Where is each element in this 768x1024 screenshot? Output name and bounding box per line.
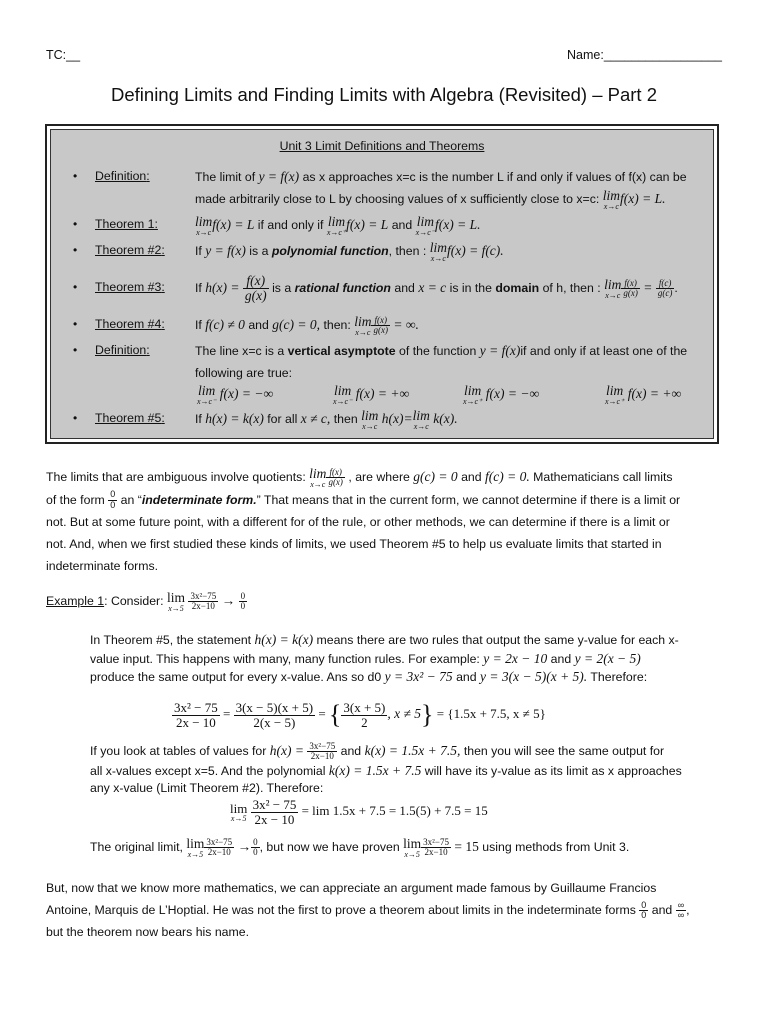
bullet: • — [73, 280, 78, 294]
bullet: • — [73, 411, 78, 425]
row-label: Theorem #2: — [95, 243, 165, 257]
example-label: Example 1 — [46, 594, 105, 608]
name-field: Name:_________________ — [567, 48, 722, 62]
paragraph-indeterminate: The limits that are ambiguous involve quotients: lim x→c $\frac{f(x)}{g(x)}$ , are where g(c) = 0 and f(c) = 0. Mathematicians call limits of the form $\frac{0}{0}$ an “indeterminate form.” That means that in the current form, we cannot determine if there is a limit or not. But at some future point, with a different for of the rule, or other methods, we can determine if there is a limit or not. And, when we first studied these kinds of limits, we used Theorem #5 to help us evaluate limits that started in indeterminate forms. — [46, 466, 681, 573]
tc-field: TC:__ — [46, 48, 81, 62]
row-text: lim x→c f(x) = L if and only if lim x→c⁺ f(x) = L and lim x→c⁻ f(x) = L. — [195, 214, 481, 237]
bullet: • — [73, 169, 78, 183]
bullet: • — [73, 343, 78, 357]
equation-simplify: $\frac{\text{3x² − 75}}{2x - 10}$ = $\frac{3(x - 5)(x + 5)}{2(x - 5)}$ = { $\frac{3(x + 5)}{2}$ , x ≠ 5} = {1.5x + 7.5, x ≠ 5} — [174, 699, 546, 730]
row-label: Theorem #5: — [95, 411, 165, 425]
row-label: Theorem #4: — [95, 317, 165, 331]
row-text: The limit of y = f(x) as x approaches x=c is the number L if and only if values of f(x) can be made arbitrarily close to L by choosing values of x sufficiently close to x=c: lim x→c f(x) = L. — [195, 169, 687, 211]
row-label: Theorem #3: — [95, 280, 165, 294]
example-1: Example 1: Consider: lim x→5 $\frac{\text{3x²−75}}{2x-10}$ → $\frac{0}{0}$ — [46, 590, 246, 613]
page-title: Defining Limits and Finding Limits with Algebra (Revisited) – Part 2 — [111, 84, 657, 105]
bullet: • — [73, 217, 78, 231]
row-text: If y = f(x) is a polynomial function, then : lim x→c f(x) = f(c). — [195, 240, 504, 263]
paragraph-original-limit: The original limit, lim x→5 $\frac{\text{3x²−75}}{2x-10}$ → $\frac{0}{0}$ , but now we have proven lim x→5 $\frac{\text{3x²−75}}{2x-10}$ = 15 using methods from Unit 3. — [90, 836, 630, 859]
row-text: If h(x) = $\frac{f(x)}{g(x)}$ is a rational function and x = c is in the domain of h, then : lim x→c $\frac{f(x)}{g(x)}$ = $\frac{f(c)}{g(c)}$ . — [195, 273, 678, 304]
row-text: If h(x) = k(x) for all x ≠ c, then lim x→c h(x)= lim x→c k(x). — [195, 408, 458, 431]
equation-limit: lim x→5 $\frac{\text{3x² − 75}}{2x - 10}$ = lim 1.5x + 7.5 = 1.5(5) + 7.5 = 15 — [230, 797, 488, 827]
paragraph-lhopital: But, now that we know more mathematics, we can appreciate an argument made famous by Guillaume Francios Antoine, Marquis de L’Hoptial. He was not the first to prove a theorem about limits in the indeterminate forms $\frac{0}{0}$ and $\frac{\infty}{\infty}$ , but the theorem now bears his name. — [46, 881, 690, 939]
row-label: Theorem 1: — [95, 217, 158, 231]
row-label: Definition: — [95, 343, 150, 357]
bullet: • — [73, 243, 78, 257]
box-title: Unit 3 Limit Definitions and Theorems — [279, 139, 485, 153]
definitions-box — [45, 124, 719, 444]
row-text: The line x=c is a vertical asymptote of the function y = f(x)if and only if at least one of the following are true: — [195, 343, 688, 380]
paragraph-tables: If you look at tables of values for h(x) = $\frac{\text{3x²−75}}{2x-10}$ and k(x) = 1.5x + 7.5, then you will see the same output for all x-values except x=5. And the polynomial k(x) = 1.5x + 7.5 will have its y-value as its limit as x approaches any x-value (Limit Theorem #2). Therefore: — [90, 741, 682, 796]
paragraph-theorem5-explained: In Theorem #5, the statement h(x) = k(x) means there are two rules that output the same y-value for each x- value input. This happens with many, many function rules. For example: y = 2x − 10 and y = 2(x − 5) produce the same output for every x-value. Ans so d0 y = 3x² − 75 and y = 3(x − 5)(x + 5). Therefore: — [90, 632, 679, 684]
row-label: Definition: — [95, 169, 150, 183]
definitions-box-inner: Unit 3 Limit Definitions and Theorems • Definition: The limit of y = f(x) as x approaches x=c is the number L if and only if values of f(x) can be made arbitrarily close to L by choosing values of x sufficiently close to x=c: lim x→c f(x) = L. • Theorem 1: lim x→c f(x) = L if and only if lim x→c⁺ f(x) = L and lim x→c⁻ f(x) = L. • Theorem #2: If y = f(x) is a polynomial function, then : lim x→c f(x) = f(c). • Theorem #3: If h(x) = $\frac{f(x)}{g(x)}$ is a rational function and x = c is in the domain of h, then : lim x→c $\frac{f(x)}{g(x)}$ = $\frac{f(c)}{g(c)}$ . • Theorem #4: If f(c) ≠ 0 and g(c) = 0, then: lim x→c $\frac{f(x)}{g(x)}$ = ∞. • Definition: The line x=c is a vertical asymptote of the function y = f(x)if and only if at least one of the following are true: lim x→c⁻ f(x) = −∞ lim x→c⁻ f(x) = +∞ lim x→c⁺ f(x) = −∞ lim x→c⁺ f(x) = +∞ • Theorem #5: If h(x) = k(x) for all x ≠ c, then lim x→c h(x)= lim x→c k(x). — [50, 129, 714, 439]
row-text: If f(c) ≠ 0 and g(c) = 0, then: lim x→c $\frac{f(x)}{g(x)}$ = ∞. — [195, 314, 419, 337]
bullet: • — [73, 317, 78, 331]
